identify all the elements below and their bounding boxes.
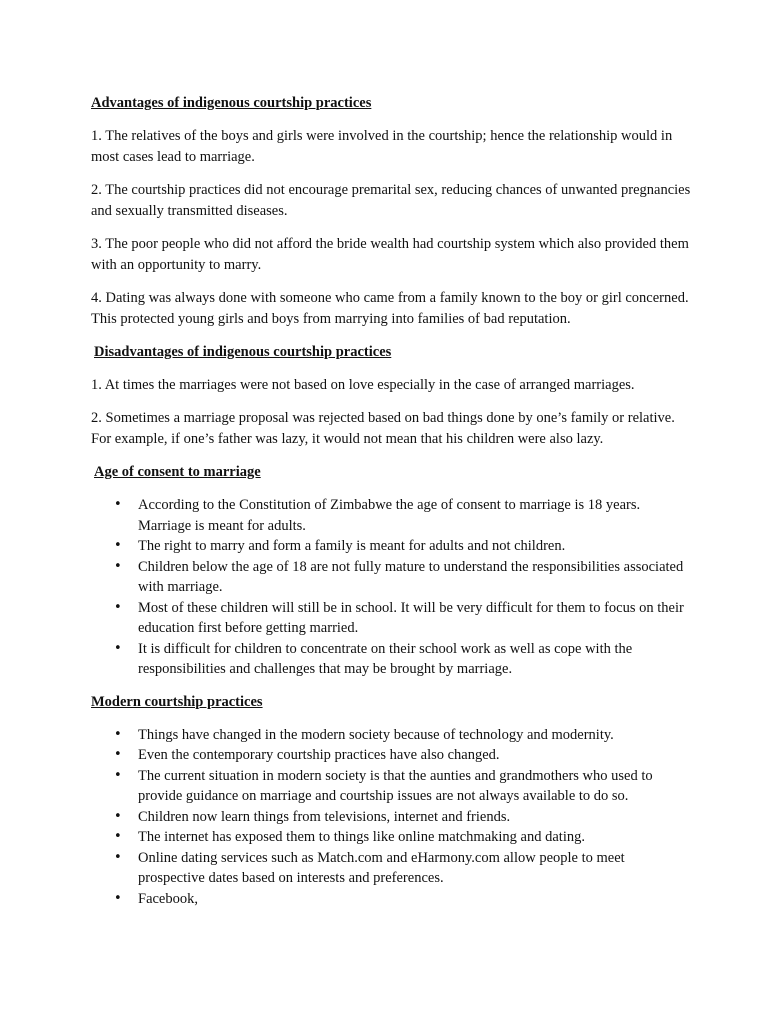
list-item: • Online dating services such as Match.com and eHarmony.com allow people to meet prospective dates based on interests and preferences. <box>91 848 691 889</box>
list-item: • Most of these children will still be in school. It will be very difficult for them to focus on their education first before getting married. <box>91 598 691 639</box>
list-item: • Facebook, <box>91 889 691 910</box>
heading-age-of-consent: Age of consent to marriage <box>94 464 261 480</box>
list-item: • Even the contemporary courtship practices have also changed. <box>91 745 691 766</box>
list-item: • Things have changed in the modern society because of technology and modernity. <box>91 725 691 746</box>
heading-disadvantages: Disadvantages of indigenous courtship practices <box>94 344 392 360</box>
heading-advantages: Advantages of indigenous courtship practices <box>91 95 372 111</box>
list-item: • The internet has exposed them to things like online matchmaking and dating. <box>91 827 691 848</box>
modern-bullet-list <box>91 725 691 910</box>
advantage-paragraph-1: 1. The relatives of the boys and girls were involved in the courtship; hence the relationship would in most cases lead to marriage. <box>91 128 673 165</box>
consent-bullet-list <box>91 495 691 680</box>
disadvantage-paragraph-1: 1. At times the marriages were not based on love especially in the case of arranged marriages. <box>91 377 635 393</box>
document-page <box>91 93 691 921</box>
list-item: • The current situation in modern society is that the aunties and grandmothers who used to provide guidance on marriage and courtship issues are not always available to do so. <box>91 766 691 807</box>
list-item: • The right to marry and form a family is meant for adults and not children. <box>91 536 691 557</box>
heading-modern-courtship: Modern courtship practices <box>91 693 263 710</box>
list-item: • According to the Constitution of Zimbabwe the age of consent to marriage is 18 years. Marriage is meant for adults. <box>91 495 691 536</box>
list-item: • It is difficult for children to concentrate on their school work as well as cope with the responsibilities and challenges that may be brought by marriage. <box>91 639 691 680</box>
list-item: • Children below the age of 18 are not fully mature to understand the responsibilities associated with marriage. <box>91 557 691 598</box>
list-item: • Children now learn things from televisions, internet and friends. <box>91 807 691 828</box>
advantage-paragraph-4: 4. Dating was always done with someone who came from a family known to the boy or girl concerned. This protected young girls and boys from marrying into families of bad reputation. <box>91 290 689 327</box>
advantage-paragraph-3: 3. The poor people who did not afford the bride wealth had courtship system which also provided them with an opportunity to marry. <box>91 236 689 273</box>
disadvantage-paragraph-2: 2. Sometimes a marriage proposal was rejected based on bad things done by one’s family or relative. For example, if one’s father was lazy, it would not mean that his children were also lazy. <box>91 410 675 447</box>
advantage-paragraph-2: 2. The courtship practices did not encourage premarital sex, reducing chances of unwanted pregnancies and sexually transmitted diseases. <box>91 182 691 219</box>
